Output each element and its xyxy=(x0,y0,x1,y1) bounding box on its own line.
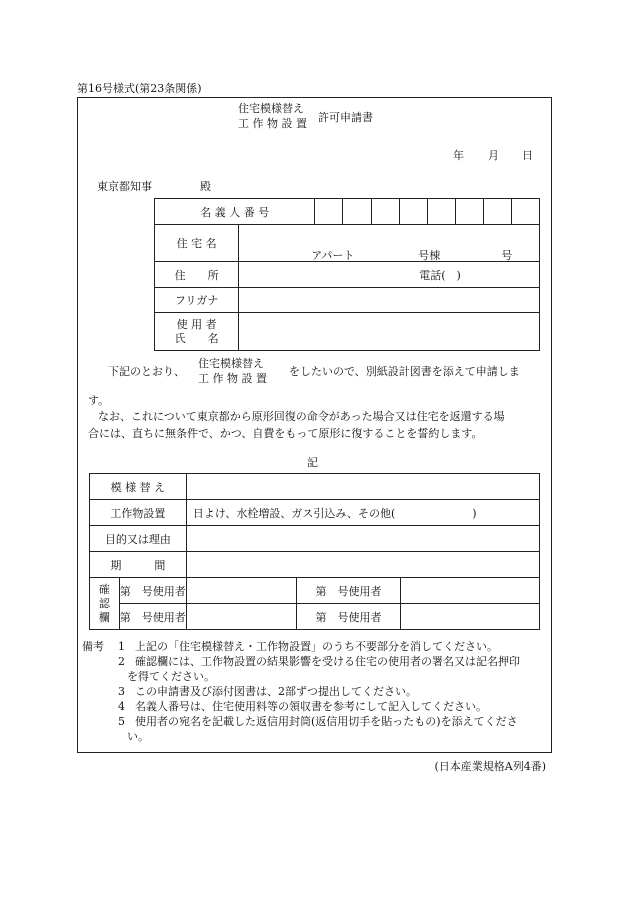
user-label-line-1: 使 用 者 xyxy=(176,317,217,331)
remark-num: 2 xyxy=(118,655,125,668)
digit-cell[interactable] xyxy=(399,199,427,225)
address-field[interactable] xyxy=(239,262,540,288)
remark-num: 1 xyxy=(118,640,125,653)
furigana-row xyxy=(155,288,540,313)
user-name-row xyxy=(155,313,540,351)
confirm-label xyxy=(90,578,120,630)
digit-cell[interactable] xyxy=(315,199,343,225)
body-rest: をしたいので、別紙設計図書を添えて申請しま xyxy=(289,365,520,378)
confirm-slot-field[interactable] xyxy=(401,604,540,630)
user-name-field[interactable] xyxy=(239,313,540,351)
housing-row xyxy=(155,225,540,262)
address-label: 住 所 xyxy=(155,262,239,288)
applicant-table xyxy=(154,198,540,351)
body-choice-block xyxy=(198,356,267,386)
remark-num: 4 xyxy=(118,700,125,713)
confirm-label-text: 確認欄 xyxy=(98,582,110,624)
pledge-line-1: なお、これについて東京都から原形回復の命令があった場合又は住宅を返還する場 xyxy=(98,410,505,423)
remark-num: 3 xyxy=(118,685,125,698)
furigana-label: フリガナ xyxy=(155,288,239,313)
date-year: 年 xyxy=(453,149,464,162)
remark-5-line-2: い。 xyxy=(127,730,149,743)
confirm-slot-label: 第 号使用者 xyxy=(119,578,186,604)
pledge-line-2: 合には、直ちに無条件で、かつ、自費をもって原形に復することを誓約します。 xyxy=(88,427,483,440)
apartment-label: アパート xyxy=(311,249,355,262)
confirm-slot-field[interactable] xyxy=(186,578,296,604)
digit-cell[interactable] xyxy=(343,199,371,225)
room-label: 号 xyxy=(501,249,513,262)
structure-field[interactable]: 日よけ、水栓増設、ガス引込み、その他( ) xyxy=(186,500,539,526)
details-table xyxy=(89,473,540,630)
title-suffix: 許可申請書 xyxy=(318,111,373,124)
housing-field[interactable] xyxy=(239,225,540,262)
purpose-row xyxy=(90,526,540,552)
title-line-2: 工 作 物 設 置 xyxy=(238,117,307,130)
renovation-field[interactable] xyxy=(186,474,539,500)
remarks-label: 備考 xyxy=(82,640,104,653)
remark-num: 5 xyxy=(118,715,125,728)
name-number-row xyxy=(155,199,540,225)
housing-label: 住 宅 名 xyxy=(155,225,239,262)
confirm-slot-label: 第 号使用者 xyxy=(296,604,400,630)
form-number: 第16号様式(第23条関係) xyxy=(77,82,202,95)
confirm-slot-field[interactable] xyxy=(401,578,540,604)
digit-cell[interactable] xyxy=(511,199,539,225)
body-lead: 下記のとおり、 xyxy=(108,365,185,378)
addressee-honorific: 殿 xyxy=(200,180,211,193)
structure-label: 工作物設置 xyxy=(90,500,187,526)
date-day: 日 xyxy=(522,149,533,162)
body-choice-2: 工 作 物 設 置 xyxy=(198,372,267,385)
remark-4-line-1: 名義人番号は、住宅使用料等の領収書を参考にして記入してください。 xyxy=(135,700,487,713)
confirm-slot-field[interactable] xyxy=(186,604,296,630)
period-row xyxy=(90,552,540,578)
period-label: 期 間 xyxy=(90,552,187,578)
digit-cell[interactable] xyxy=(427,199,455,225)
title-line-1: 住宅模様替え xyxy=(238,102,304,115)
confirm-slot-label: 第 号使用者 xyxy=(119,604,186,630)
confirm-slot-label: 第 号使用者 xyxy=(296,578,400,604)
structure-row xyxy=(90,500,540,526)
user-name-label xyxy=(155,313,239,351)
purpose-label: 目的又は理由 xyxy=(90,526,187,552)
purpose-field[interactable] xyxy=(186,526,539,552)
phone-label: 電話( ) xyxy=(419,269,461,282)
period-field[interactable] xyxy=(186,552,539,578)
digit-cell[interactable] xyxy=(455,199,483,225)
remark-1-line-1: 上記の「住宅模様替え・工作物設置」のうち不要部分を消してください。 xyxy=(135,640,498,653)
address-row xyxy=(155,262,540,288)
confirm-row-1 xyxy=(90,578,540,604)
name-number-label: 名 義 人 番 号 xyxy=(155,199,315,225)
building-label: 号棟 xyxy=(418,249,441,262)
body-wrap: す。 xyxy=(88,394,110,407)
title-block xyxy=(238,101,307,131)
digit-cell[interactable] xyxy=(371,199,399,225)
addressee-name: 東京都知事 xyxy=(97,180,152,193)
ki-heading: 記 xyxy=(307,456,318,469)
remark-2-line-1: 確認欄には、工作物設置の結果影響を受ける住宅の使用者の署名又は記名押印 xyxy=(135,655,520,668)
date-month: 月 xyxy=(488,149,499,162)
confirm-row-2 xyxy=(90,604,540,630)
remark-3-line-1: この申請書及び添付図書は、2部ずつ提出してください。 xyxy=(135,685,417,698)
user-label-line-2: 氏 名 xyxy=(174,331,219,345)
footer-standard: (日本産業規格A列4番) xyxy=(434,760,546,773)
remark-5-line-1: 使用者の宛名を記載した返信用封筒(返信用切手を貼ったもの)を添えてくださ xyxy=(135,715,518,728)
body-choice-1: 住宅模様替え xyxy=(198,357,264,370)
renovation-label: 模 様 替 え xyxy=(90,474,187,500)
digit-cell[interactable] xyxy=(483,199,511,225)
remark-2-line-2: を得てください。 xyxy=(127,670,215,683)
furigana-field[interactable] xyxy=(239,288,540,313)
renovation-row xyxy=(90,474,540,500)
